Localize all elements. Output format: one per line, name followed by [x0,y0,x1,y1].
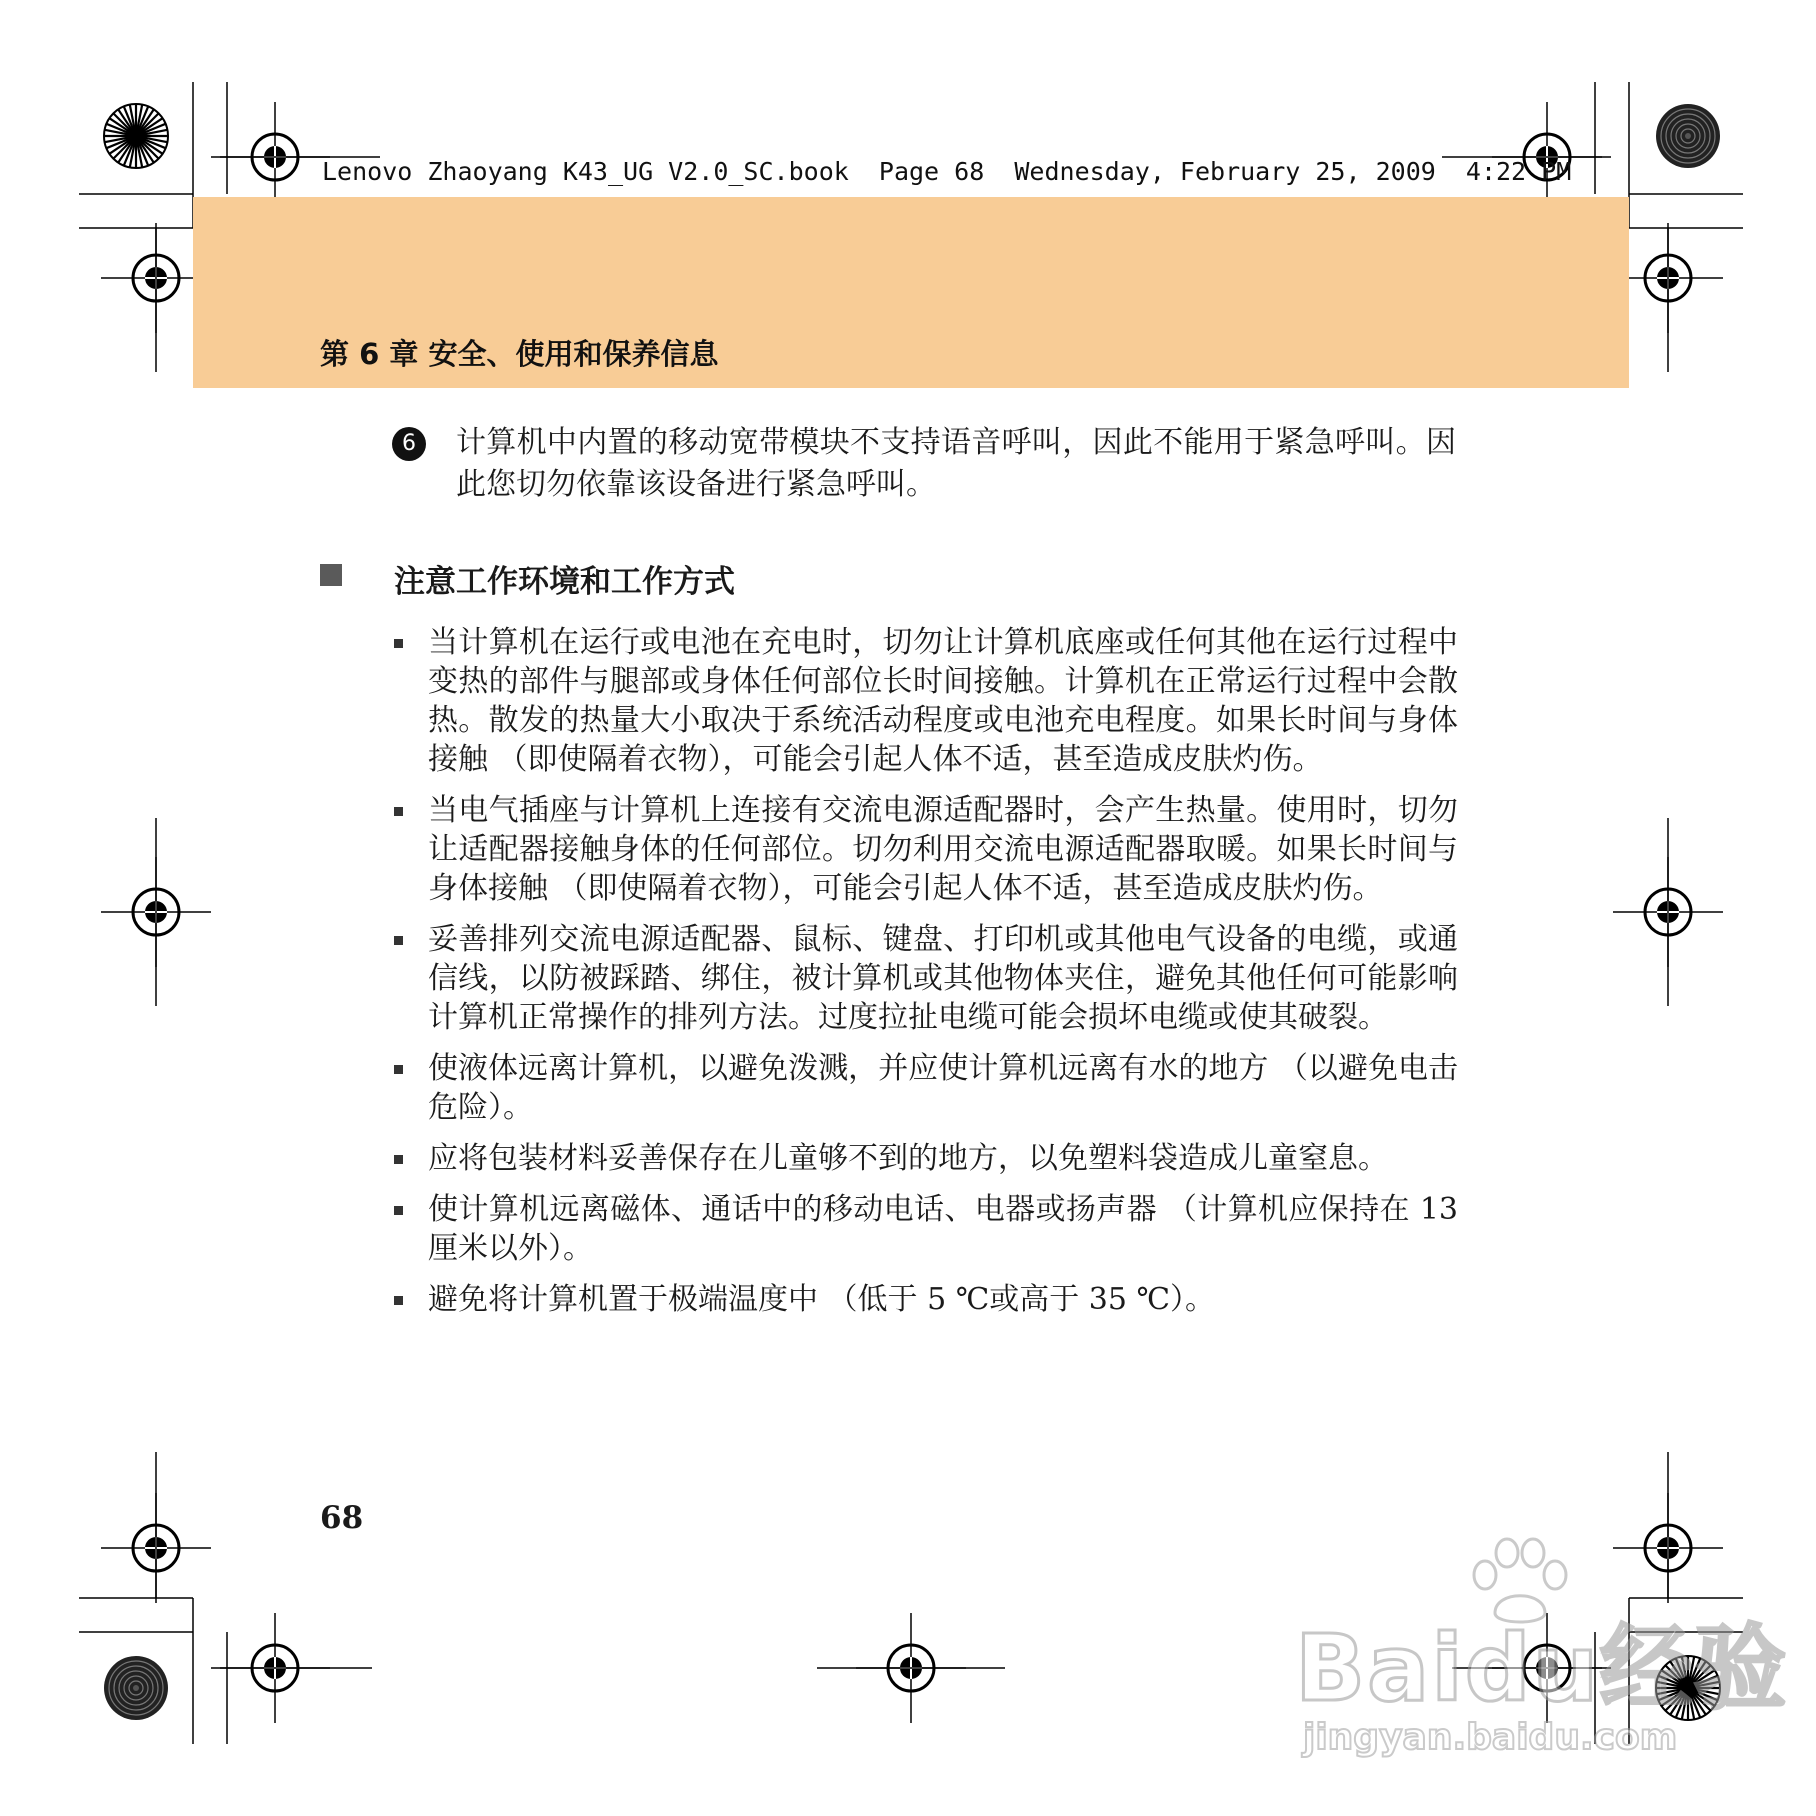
bullet-list [392,623,1472,1331]
list-item [392,623,1458,779]
numbered-note [392,422,1472,506]
print-slug-line: Lenovo Zhaoyang K43_UG V2.0_SC.book Page 68 Wednesday, February 25, 2009 4:22 PM [322,157,1572,186]
list-item-text: 妥善排列交流电源适配器、鼠标、键盘、打印机或其他电气设备的电缆，或通信线，以防被踩踏、绑住，被计算机或其他物体夹住，避免其他任何可能影响计算机正常操作的排列方法。过度拉扯电缆可能会损坏电缆或使其破裂。 [428,922,1458,1035]
section-heading-text: 注意工作环境和工作方式 [394,564,735,600]
list-item-text: 使计算机远离磁体、通话中的移动电话、电器或扬声器 （计算机应保持在 13 厘米以外）。 [428,1192,1458,1266]
section-heading [320,556,1420,600]
list-item [392,791,1458,908]
page-number: 68 [320,1500,364,1536]
small-square-bullet-icon [394,1206,403,1215]
list-item [392,920,1458,1037]
list-item [392,1139,1458,1178]
list-item-text: 应将包装材料妥善保存在儿童够不到的地方，以免塑料袋造成儿童窒息。 [428,1141,1388,1176]
list-item [392,1049,1458,1127]
baidu-watermark [1295,1535,1789,1765]
small-square-bullet-icon [394,1296,403,1305]
note-text: 计算机中内置的移动宽带模块不支持语音呼叫，因此不能用于紧急呼叫。因此您切勿依靠该设备进行紧急呼叫。 [456,425,1456,502]
chapter-title: 第 6 章 安全、使用和保养信息 [320,337,719,371]
small-square-bullet-icon [394,1155,403,1164]
watermark-brand: Baidu经验 [1295,1615,1789,1722]
list-item-text: 当计算机在运行或电池在充电时，切勿让计算机底座或任何其他在运行过程中变热的部件与腿部或身体任何部位长时间接触。计算机在正常运行过程中会散热。散发的热量大小取决于系统活动程度或电池充电程度。如果长时间与身体接触 （即使隔着衣物），可能会引起人体不适，甚至造成皮肤灼伤。 [428,625,1458,777]
small-square-bullet-icon [394,936,403,945]
list-item-text: 使液体远离计算机，以避免泼溅，并应使计算机远离有水的地方 （以避免电击危险）。 [428,1051,1458,1125]
note-number-badge: 6 [392,427,426,461]
small-square-bullet-icon [394,1065,403,1074]
list-item [392,1280,1458,1319]
watermark-url: jingyan.baidu.com [1303,1717,1678,1758]
small-square-bullet-icon [394,639,403,648]
list-item [392,1190,1458,1268]
square-bullet-icon [320,564,342,586]
list-item-text: 避免将计算机置于极端温度中 （低于 5 ℃或高于 35 ℃）。 [428,1282,1216,1317]
small-square-bullet-icon [394,807,403,816]
list-item-text: 当电气插座与计算机上连接有交流电源适配器时，会产生热量。使用时，切勿让适配器接触身体的任何部位。切勿利用交流电源适配器取暖。如果长时间与身体接触 （即使隔着衣物），可能会引起人体不适，甚至造成皮肤灼伤。 [428,793,1458,906]
